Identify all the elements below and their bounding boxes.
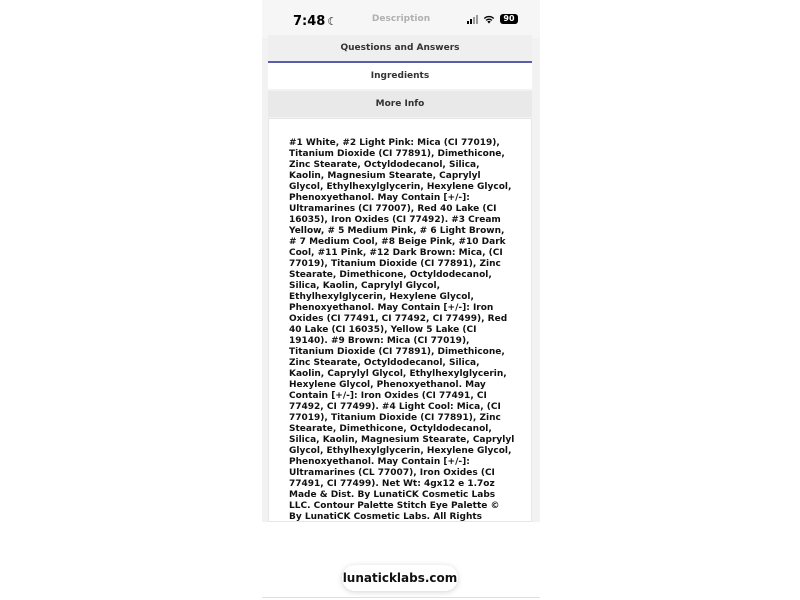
time-text: 7:48: [293, 14, 326, 29]
url-bar[interactable]: lunaticklabs.com: [342, 565, 458, 591]
home-indicator: [262, 597, 540, 598]
battery-icon: 90: [500, 14, 518, 24]
tab-more-info[interactable]: More Info: [268, 91, 532, 117]
tab-ingredients[interactable]: Ingredients: [268, 63, 532, 89]
status-icons: [467, 14, 518, 24]
page-title: Description: [371, 14, 431, 24]
ingredients-panel: [268, 118, 532, 522]
tab-questions-and-answers[interactable]: Questions and Answers: [268, 35, 532, 61]
ingredients-text: #1 White, #2 Light Pink: Mica (CI 77019), Titanium Dioxide (CI 77891), Dimethicone, Zinc Stearate, Octyldodecanol, Silica, Kaolin, Magnesium Stearate, Caprylyl Glycol, Ethylhexylglycerin, Hexylene Glycol, Phenoxyethanol. May Contain [+/-]: Ultramarines (CI 77007), Red 40 Lake (CI 16035), Iron Oxides (CI 77492). #3 Cream Yellow, # 5 Medium Pink, # 6 Light Brown, # 7 Medium Cool, #8 Beige Pink, #10 Dark Cool, #11 Pink, #12 Dark Brown: Mica, (CI 77019), Titanium Dioxide (CI 77891), Zinc Stearate, Dimethicone, Octyldodecanol, Silica, Kaolin, Caprylyl Glycol, Ethylhexylglycerin, Hexylene Glycol, Phenoxyethanol. May Contain [+/-]: Iron Oxides (CI 77491, CI 77492, CI 77499), Red 40 Lake (CI 16035), Yellow 5 Lake (CI 19140). #9 Brown: Mica (CI 77019), Titanium Dioxide (CI 77891), Dimethicone, Zinc Stearate, Octyldodecanol, Silica, Kaolin, Caprylyl Glycol, Ethylhexylglycerin, Hexylene Glycol, Phenoxyethanol. May Contain [+/-]: Iron Oxides (CI 77491, CI 77492, CI 77499). #4 Light Cool: Mica, (CI 77019), Titanium Dioxide (CI 77891), Zinc Stearate, Dimethicone, Octyldodecanol, Silica, Kaolin, Magnesium Stearate, Caprylyl Glycol, Ethylhexylglycerin, Hexylene Glycol, Phenoxyethanol. May Contain [+/-]: Ultramarines (CL 77007), Iron Oxides (CI 77491, CI 77499). Net Wt: 4gx12 e 1.7oz Made & Dist. By LunatiCK Cosmetic Labs LLC. Contour Palette Stitch Eye Palette © By LunatiCK Cosmetic Labs. All Rights: [289, 138, 515, 522]
signal-icon: [467, 15, 478, 24]
wifi-icon: [483, 15, 495, 24]
status-bar: [262, 0, 540, 38]
moon-icon: ☾: [327, 15, 338, 28]
